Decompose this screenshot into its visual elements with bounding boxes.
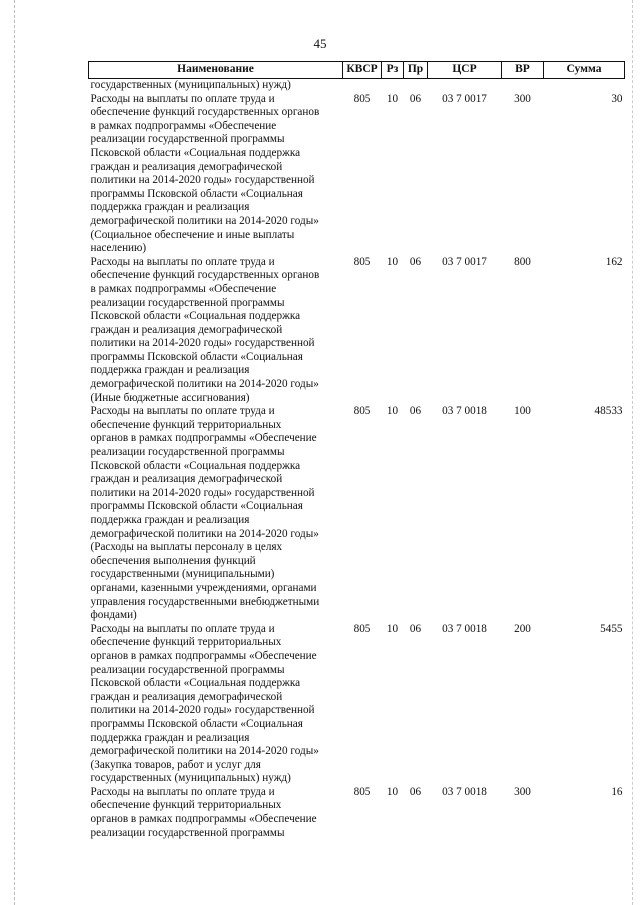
cell-sum: 48533 (594, 405, 623, 418)
table-row (89, 405, 625, 623)
cell-pr: 06 (409, 255, 422, 268)
header-vr: ВР (502, 62, 544, 79)
name-line: Расходы на выплаты по оплате труда и (90, 622, 275, 635)
table-row (89, 256, 625, 406)
name-line: реализации государственной программы (90, 826, 285, 839)
name-line: поддержка граждан и реализация (90, 731, 250, 744)
cell-sum (544, 79, 625, 93)
name-line: Псковской области «Социальная поддержка (90, 146, 301, 159)
name-line: государственных (муниципальных) нужд) (90, 79, 291, 91)
name-line: демографической политики на 2014-2020 годы» (90, 378, 319, 391)
cell-kvsr: 805 (353, 255, 371, 268)
cell-pr: 06 (409, 92, 422, 105)
name-line: государственными (муниципальными) (90, 568, 275, 581)
cell-name (89, 79, 343, 93)
name-line: демографической политики на 2014-2020 годы» (90, 745, 319, 758)
cell-rz: 10 (386, 92, 399, 105)
cell-csr: 03 7 0018 (442, 405, 487, 418)
header-sum: Сумма (544, 62, 625, 79)
cell-pr: 06 (409, 622, 422, 635)
name-line: (Закупка товаров, работ и услуг для (90, 758, 261, 771)
cell-rz: 10 (386, 255, 399, 268)
name-line: Расходы на выплаты по оплате труда и (90, 785, 275, 798)
name-line: поддержка граждан и реализация (90, 514, 250, 526)
name-line: программы Псковской области «Социальная (90, 350, 303, 363)
name-line: (Расходы на выплаты персоналу в целях (90, 541, 283, 554)
name-line: демографической политики на 2014-2020 годы» (90, 214, 319, 227)
table-row (89, 623, 625, 786)
name-line: органов в рамках подпрограммы «Обеспечение (90, 649, 317, 662)
name-line: обеспечение функций территориальных (90, 799, 282, 812)
cell-name (89, 256, 343, 406)
name-line: реализации государственной программы (90, 296, 285, 309)
cell-name (89, 93, 343, 256)
name-line: обеспечения выполнения функций (90, 554, 256, 567)
name-line: Расходы на выплаты по оплате труда и (90, 255, 275, 268)
cell-name (89, 405, 343, 623)
name-line: граждан и реализация демографической (90, 690, 283, 703)
cell-csr: 03 7 0018 (442, 785, 487, 798)
table-header-row (89, 62, 625, 79)
name-line: реализации государственной программы (90, 663, 285, 676)
cell-vr: 200 (514, 622, 531, 635)
name-line: обеспечение функций государственных органов (90, 106, 320, 119)
page-number: 45 (313, 36, 327, 51)
cell-pr (404, 79, 428, 93)
cell-kvsr (343, 79, 382, 93)
name-line: государственных (муниципальных) нужд) (90, 772, 291, 785)
cell-csr (428, 79, 502, 93)
cell-kvsr: 805 (353, 785, 371, 798)
cell-vr: 100 (514, 405, 531, 418)
table-row (89, 93, 625, 256)
name-line: обеспечение функций государственных органов (90, 269, 320, 282)
cell-sum: 5455 (600, 622, 623, 635)
cell-vr: 300 (514, 785, 531, 798)
cell-rz: 10 (386, 405, 399, 418)
cell-pr: 06 (409, 405, 422, 418)
cell-vr: 300 (514, 92, 531, 105)
cell-csr: 03 7 0017 (442, 255, 487, 268)
cell-sum: 16 (611, 785, 623, 798)
cell-rz: 10 (386, 785, 399, 798)
cell-name (89, 623, 343, 786)
name-line: управления государственными внебюджетными (90, 595, 320, 608)
name-line: Псковской области «Социальная поддержка (90, 310, 301, 323)
name-line: поддержка граждан и реализация (90, 201, 250, 214)
name-line: органов в рамках подпрограммы «Обеспечение (90, 432, 317, 445)
cell-sum: 162 (605, 255, 623, 268)
table-row (89, 79, 625, 93)
name-line: Псковской области «Социальная поддержка (90, 459, 301, 472)
name-line: программы Псковской области «Социальная (90, 187, 303, 200)
table-row (89, 786, 625, 840)
name-line: политики на 2014-2020 годы» государственной (90, 174, 315, 187)
table-body (89, 79, 625, 841)
cell-rz: 10 (386, 622, 399, 635)
scan-edge-right (632, 0, 633, 905)
cell-csr: 03 7 0017 (442, 92, 487, 105)
name-line: граждан и реализация демографической (90, 323, 283, 336)
name-line: политики на 2014-2020 годы» государственной (90, 486, 315, 499)
header-pr: Пр (404, 62, 428, 79)
cell-pr: 06 (409, 785, 422, 798)
cell-name (89, 786, 343, 840)
name-line: в рамках подпрограммы «Обеспечение (90, 119, 277, 132)
cell-kvsr: 805 (353, 92, 371, 105)
name-line: фондами) (90, 609, 137, 622)
name-line: органами, казенными учреждениями, органами (90, 581, 317, 594)
cell-sum: 30 (611, 92, 623, 105)
name-line: реализации государственной программы (90, 446, 285, 459)
name-line: граждан и реализация демографической (90, 473, 283, 486)
cell-csr: 03 7 0018 (442, 622, 487, 635)
name-line: Расходы на выплаты по оплате труда и (90, 92, 275, 105)
name-line: политики на 2014-2020 годы» государственной (90, 704, 315, 717)
cell-vr (502, 79, 544, 93)
name-line: (Социальное обеспечение и иные выплаты (90, 228, 295, 241)
cell-rz (382, 79, 404, 93)
name-line: Расходы на выплаты по оплате труда и (90, 405, 275, 418)
header-rz: Рз (382, 62, 404, 79)
name-line: органов в рамках подпрограммы «Обеспечение (90, 813, 317, 826)
name-line: Псковской области «Социальная поддержка (90, 677, 301, 690)
cell-vr: 800 (514, 255, 531, 268)
name-line: в рамках подпрограммы «Обеспечение (90, 282, 277, 295)
name-line: граждан и реализация демографической (90, 160, 283, 173)
cell-kvsr: 805 (353, 622, 371, 635)
name-line: (Иные бюджетные ассигнования) (90, 391, 250, 404)
budget-table (88, 61, 625, 840)
header-csr: ЦСР (428, 62, 502, 79)
name-line: программы Псковской области «Социальная (90, 500, 303, 513)
cell-kvsr: 805 (353, 405, 371, 418)
name-line: реализации государственной программы (90, 133, 285, 146)
header-kvsr: КВСР (343, 62, 382, 79)
name-line: демографической политики на 2014-2020 годы» (90, 527, 319, 540)
name-line: обеспечение функций территориальных (90, 418, 282, 431)
name-line: политики на 2014-2020 годы» государственной (90, 337, 315, 350)
name-line: программы Псковской области «Социальная (90, 717, 303, 730)
header-name: Наименование (89, 62, 343, 79)
name-line: обеспечение функций территориальных (90, 636, 282, 649)
name-line: поддержка граждан и реализация (90, 364, 250, 377)
name-line: населению) (90, 242, 147, 255)
scan-edge-left (14, 0, 15, 905)
